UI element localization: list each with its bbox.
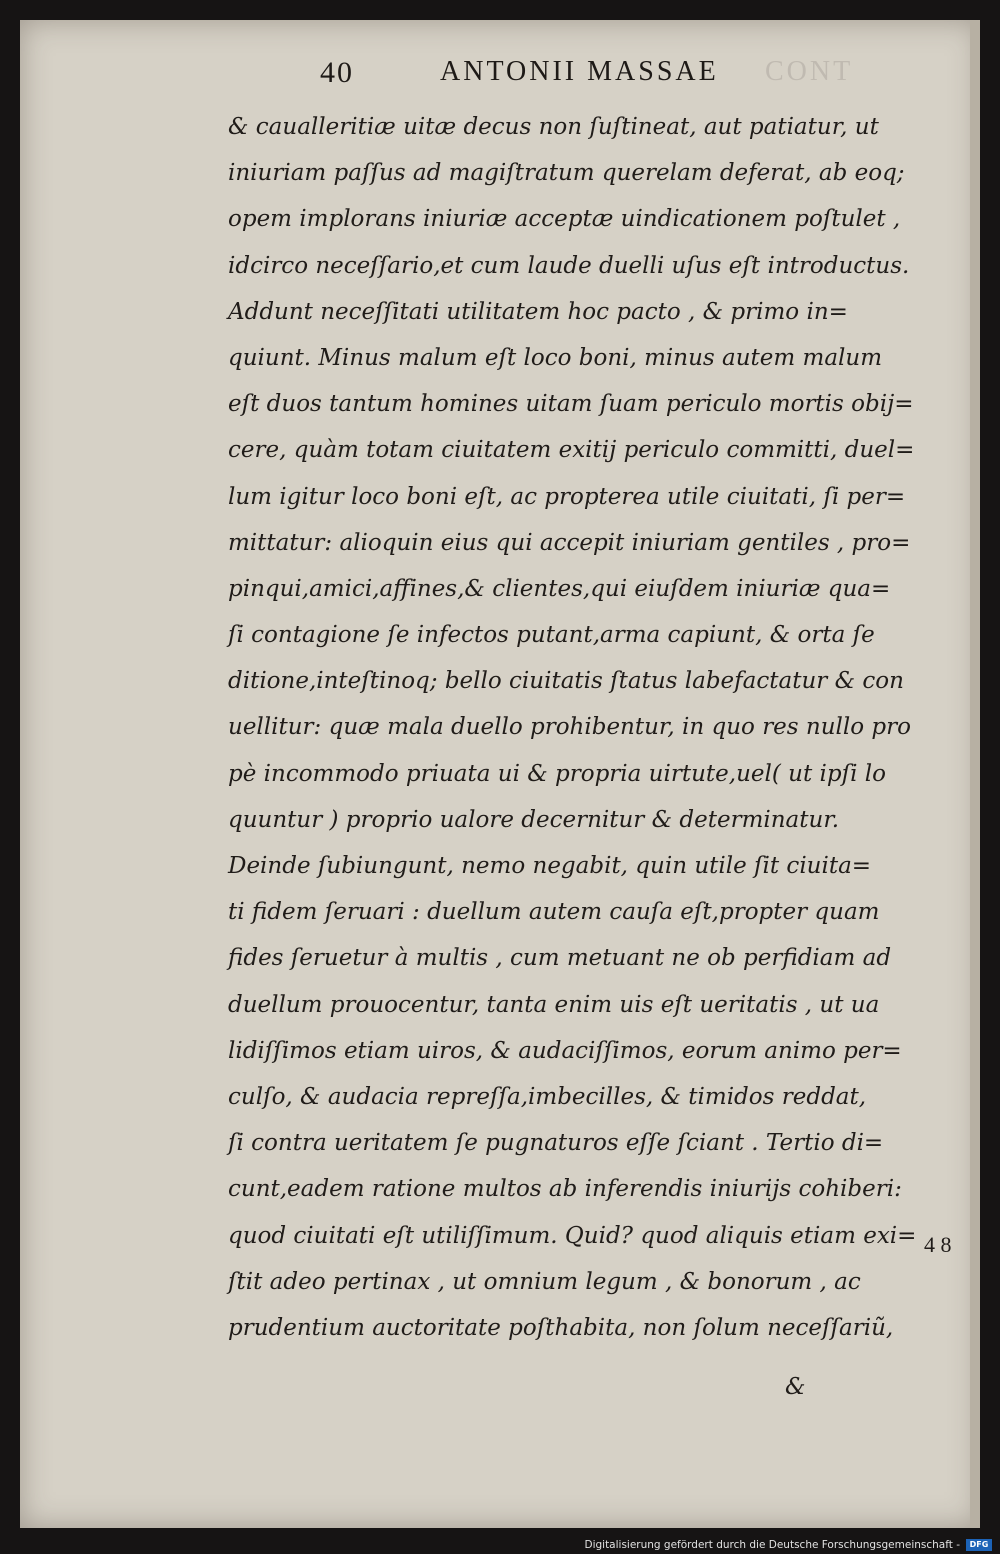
text-line: prudentium auctoritate poſthabita, non ſolum neceſſariũ, — [228, 1314, 894, 1341]
funding-credit: Digitalisierung gefördert durch die Deutsche Forschungsgemeinschaft - — [584, 1539, 960, 1551]
text-line: quiunt. Minus malum eſt loco boni, minus autem malum — [228, 344, 883, 371]
text-line: cere, quàm totam ciuitatem exitij periculo committi, duel= — [228, 437, 915, 464]
show-through-title: CONT — [765, 56, 854, 87]
text-line: idcirco neceſſario,et cum laude duelli uſus eſt introductus. — [228, 252, 910, 279]
margin-note: 4 8 — [924, 1232, 952, 1257]
text-line: lum igitur loco boni eſt, ac propterea utile ciuitati, ſi per= — [228, 483, 906, 510]
dfg-logo: DFG — [966, 1539, 992, 1551]
body-text — [228, 104, 928, 1351]
text-line: lidiſſimos etiam uiros, & audaciſſimos, eorum animo per= — [228, 1037, 902, 1064]
page-header — [20, 56, 980, 92]
text-line: opem implorans iniuriæ acceptæ uindicationem poſtulet , — [228, 206, 901, 233]
text-line: Deinde ſubiungunt, nemo negabit, quin utile ſit ciuita= — [228, 853, 872, 879]
text-line: ti fidem ſeruari : duellum autem cauſa eſt,propter quam — [228, 899, 880, 926]
text-line: quuntur ) proprio ualore decernitur & determinatur. — [228, 806, 840, 833]
text-line: quod ciuitati eſt utiliſſimum. Quid? quod aliquis etiam exi= — [228, 1222, 917, 1249]
running-title: ANTONII MASSAE — [440, 56, 719, 87]
text-line: culſo, & audacia repreſſa,imbecilles, & timidos reddat, — [228, 1083, 867, 1110]
text-line: eſt duos tantum homines uitam ſuam periculo mortis obij= — [228, 391, 914, 418]
text-line: ſtit adeo pertinax , ut omnium legum , & bonorum , ac — [228, 1268, 861, 1295]
catchword: & — [785, 1374, 806, 1400]
text-line: pinqui,amici,affines,& clientes,qui eiuſdem iniuriæ qua= — [228, 575, 891, 602]
text-line: mittatur: alioquin eius qui accepit iniuriam gentiles , pro= — [228, 529, 911, 556]
text-line: iniuriam paſſus ad magiſtratum querelam deferat, ab eoq; — [228, 160, 905, 187]
text-line: duellum prouocentur, tanta enim uis eſt ueritatis , ut ua — [228, 991, 880, 1018]
page-number: 40 — [320, 56, 354, 89]
scanned-page — [20, 20, 980, 1528]
text-line: ſi contra ueritatem ſe pugnaturos eſſe ſciant . Tertio di= — [228, 1130, 884, 1157]
text-line: fides ſeruetur à multis , cum metuant ne ob perfidiam ad — [228, 945, 892, 972]
text-line: ditione,inteſtinoq; bello ciuitatis ſtatus labefactatur & con — [228, 668, 904, 695]
text-line: Addunt neceſſitati utilitatem hoc pacto , & primo in= — [228, 298, 848, 325]
facing-page-edge — [970, 20, 980, 1528]
text-line: uellitur: quæ mala duello prohibentur, in quo res nullo pro — [228, 714, 911, 741]
text-line: ſi contagione ſe infectos putant,arma capiunt, & orta ſe — [228, 622, 875, 649]
text-line: pè incommodo priuata ui & propria uirtute,uel( ut ipſi lo — [228, 760, 886, 787]
text-line: cunt,eadem ratione multos ab inferendis iniurijs cohiberi: — [228, 1176, 902, 1203]
text-line: & caualleritiæ uitæ decus non ſuſtineat, aut patiatur, ut — [228, 114, 879, 140]
footer-bar — [0, 1536, 1000, 1554]
